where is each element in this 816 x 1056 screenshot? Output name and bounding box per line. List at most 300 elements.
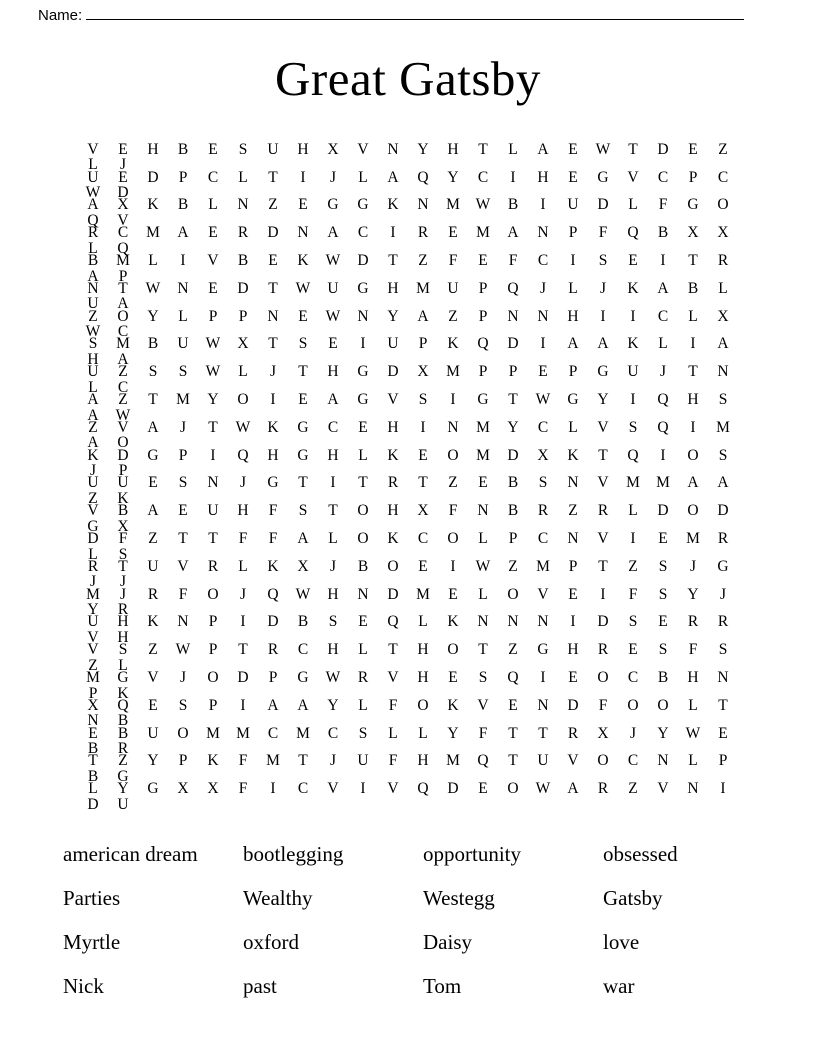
grid-cell[interactable]: G — [147, 780, 159, 798]
grid-cell[interactable]: T — [628, 140, 638, 158]
grid-cell[interactable]: E — [568, 585, 578, 603]
grid-cell[interactable]: U — [147, 557, 159, 575]
grid-cell[interactable]: Z — [568, 502, 578, 520]
grid-cell[interactable]: W — [85, 184, 101, 202]
grid-cell[interactable]: X — [327, 140, 339, 158]
grid-cell[interactable]: K — [117, 489, 129, 507]
grid-cell[interactable]: B — [117, 712, 129, 730]
grid-cell[interactable]: H — [387, 279, 399, 297]
grid-cell[interactable]: T — [328, 502, 338, 520]
grid-cell[interactable]: H — [237, 502, 249, 520]
grid-cell[interactable]: M — [536, 557, 550, 575]
grid-cell[interactable]: E — [268, 252, 278, 270]
grid-cell[interactable]: M — [416, 585, 430, 603]
grid-cell[interactable]: M — [116, 252, 130, 270]
grid-cell[interactable]: V — [387, 780, 399, 798]
grid-cell[interactable]: R — [717, 252, 729, 270]
grid-cell[interactable]: W — [205, 335, 221, 353]
grid-cell[interactable]: T — [478, 641, 488, 659]
grid-cell[interactable]: P — [718, 752, 728, 770]
grid-cell[interactable]: F — [268, 502, 278, 520]
grid-cell[interactable]: C — [537, 530, 549, 548]
grid-cell[interactable]: Z — [448, 474, 458, 492]
grid-cell[interactable]: C — [297, 641, 309, 659]
grid-cell[interactable]: E — [478, 780, 488, 798]
grid-cell[interactable]: O — [177, 724, 189, 742]
grid-cell[interactable]: K — [627, 279, 639, 297]
grid-cell[interactable]: U — [87, 474, 99, 492]
grid-cell[interactable]: A — [387, 168, 399, 186]
grid-cell[interactable]: P — [478, 363, 488, 381]
grid-cell[interactable]: A — [717, 474, 729, 492]
grid-cell[interactable]: O — [417, 696, 429, 714]
grid-cell[interactable]: N — [477, 502, 489, 520]
grid-cell[interactable]: B — [177, 196, 189, 214]
grid-cell[interactable]: W — [535, 780, 551, 798]
grid-cell[interactable]: C — [357, 224, 369, 242]
grid-cell[interactable]: Y — [387, 307, 399, 325]
grid-cell[interactable]: X — [297, 557, 309, 575]
grid-cell[interactable]: S — [718, 391, 728, 409]
grid-cell[interactable]: E — [658, 530, 668, 548]
grid-cell[interactable]: B — [657, 224, 669, 242]
grid-cell[interactable]: Q — [507, 669, 519, 687]
grid-cell[interactable]: H — [687, 391, 699, 409]
word-list-item[interactable]: Westegg — [423, 886, 495, 911]
grid-cell[interactable]: V — [87, 641, 99, 659]
grid-cell[interactable]: C — [627, 669, 639, 687]
grid-cell[interactable]: R — [417, 224, 429, 242]
grid-cell[interactable]: V — [117, 211, 129, 229]
grid-cell[interactable]: W — [295, 279, 311, 297]
grid-cell[interactable]: V — [477, 696, 489, 714]
grid-cell[interactable]: C — [117, 224, 129, 242]
grid-cell[interactable]: N — [537, 224, 549, 242]
grid-cell[interactable]: I — [270, 780, 276, 798]
grid-cell[interactable]: E — [718, 724, 728, 742]
grid-cell[interactable]: V — [657, 780, 669, 798]
grid-cell[interactable]: W — [325, 252, 341, 270]
grid-cell[interactable]: I — [270, 391, 276, 409]
grid-cell[interactable]: V — [567, 752, 579, 770]
grid-cell[interactable]: C — [417, 530, 429, 548]
grid-cell[interactable]: A — [327, 224, 339, 242]
grid-cell[interactable]: W — [235, 418, 251, 436]
grid-cell[interactable]: T — [538, 724, 548, 742]
grid-cell[interactable]: I — [540, 196, 546, 214]
grid-cell[interactable]: V — [117, 418, 129, 436]
grid-cell[interactable]: H — [327, 641, 339, 659]
grid-cell[interactable]: N — [717, 363, 729, 381]
grid-cell[interactable]: P — [208, 641, 218, 659]
grid-cell[interactable]: T — [178, 530, 188, 548]
grid-cell[interactable]: T — [268, 168, 278, 186]
grid-cell[interactable]: I — [720, 780, 726, 798]
grid-cell[interactable]: M — [116, 335, 130, 353]
grid-cell[interactable]: E — [688, 140, 698, 158]
grid-cell[interactable]: T — [88, 752, 98, 770]
grid-cell[interactable]: F — [238, 780, 248, 798]
grid-cell[interactable]: G — [477, 391, 489, 409]
grid-cell[interactable]: O — [717, 196, 729, 214]
grid-cell[interactable]: T — [298, 363, 308, 381]
grid-cell[interactable]: F — [688, 641, 698, 659]
grid-cell[interactable]: T — [268, 279, 278, 297]
grid-cell[interactable]: D — [237, 279, 249, 297]
grid-cell[interactable]: L — [478, 585, 488, 603]
grid-cell[interactable]: F — [118, 530, 128, 548]
grid-cell[interactable]: J — [599, 279, 607, 297]
grid-cell[interactable]: D — [357, 252, 369, 270]
grid-cell[interactable]: R — [717, 613, 729, 631]
grid-cell[interactable]: E — [418, 446, 428, 464]
grid-cell[interactable]: E — [448, 669, 458, 687]
grid-cell[interactable]: K — [447, 696, 459, 714]
grid-cell[interactable]: Z — [88, 307, 98, 325]
grid-cell[interactable]: M — [86, 669, 100, 687]
grid-cell[interactable]: L — [688, 307, 698, 325]
grid-cell[interactable]: E — [148, 474, 158, 492]
grid-cell[interactable]: R — [117, 601, 129, 619]
grid-cell[interactable]: E — [628, 252, 638, 270]
grid-cell[interactable]: O — [687, 502, 699, 520]
grid-cell[interactable]: D — [267, 613, 279, 631]
grid-cell[interactable]: N — [657, 752, 669, 770]
grid-cell[interactable]: G — [147, 446, 159, 464]
grid-cell[interactable]: E — [148, 696, 158, 714]
grid-cell[interactable]: R — [717, 530, 729, 548]
grid-cell[interactable]: U — [177, 335, 189, 353]
grid-cell[interactable]: Q — [117, 696, 129, 714]
grid-cell[interactable]: K — [297, 252, 309, 270]
grid-cell[interactable]: P — [418, 335, 428, 353]
grid-cell[interactable]: X — [177, 780, 189, 798]
grid-cell[interactable]: U — [627, 363, 639, 381]
grid-cell[interactable]: V — [597, 530, 609, 548]
grid-cell[interactable]: Y — [207, 391, 219, 409]
grid-cell[interactable]: F — [628, 585, 638, 603]
grid-cell[interactable]: C — [327, 724, 339, 742]
grid-cell[interactable]: Q — [267, 585, 279, 603]
word-list-item[interactable]: obsessed — [603, 842, 678, 867]
word-list-item[interactable]: Gatsby — [603, 886, 663, 911]
grid-cell[interactable]: P — [568, 224, 578, 242]
grid-cell[interactable]: U — [447, 279, 459, 297]
grid-cell[interactable]: Z — [118, 752, 128, 770]
grid-cell[interactable]: N — [417, 196, 429, 214]
grid-cell[interactable]: U — [147, 724, 159, 742]
grid-cell[interactable]: G — [297, 446, 309, 464]
grid-cell[interactable]: L — [238, 557, 248, 575]
grid-cell[interactable]: Z — [718, 140, 728, 158]
grid-cell[interactable]: V — [627, 168, 639, 186]
grid-cell[interactable]: M — [446, 363, 460, 381]
grid-cell[interactable]: F — [178, 585, 188, 603]
grid-cell[interactable]: L — [88, 378, 98, 396]
grid-cell[interactable]: Z — [88, 489, 98, 507]
grid-cell[interactable]: S — [628, 418, 638, 436]
grid-cell[interactable]: H — [567, 641, 579, 659]
grid-cell[interactable]: E — [298, 307, 308, 325]
grid-cell[interactable]: G — [357, 391, 369, 409]
grid-cell[interactable]: A — [87, 434, 99, 452]
grid-cell[interactable]: V — [327, 780, 339, 798]
grid-cell[interactable]: L — [358, 168, 368, 186]
grid-cell[interactable]: L — [238, 168, 248, 186]
grid-cell[interactable]: M — [446, 196, 460, 214]
grid-cell[interactable]: C — [657, 168, 669, 186]
grid-cell[interactable]: L — [418, 613, 428, 631]
grid-cell[interactable]: P — [568, 557, 578, 575]
grid-cell[interactable]: S — [148, 363, 158, 381]
grid-cell[interactable]: L — [718, 279, 728, 297]
grid-cell[interactable]: A — [267, 696, 279, 714]
grid-cell[interactable]: E — [298, 196, 308, 214]
grid-cell[interactable]: B — [87, 740, 99, 758]
grid-cell[interactable]: L — [568, 418, 578, 436]
grid-cell[interactable]: A — [117, 295, 129, 313]
grid-cell[interactable]: K — [387, 530, 399, 548]
grid-cell[interactable]: N — [267, 307, 279, 325]
grid-cell[interactable]: T — [388, 641, 398, 659]
grid-cell[interactable]: E — [208, 224, 218, 242]
grid-cell[interactable]: F — [598, 696, 608, 714]
grid-cell[interactable]: S — [718, 446, 728, 464]
grid-cell[interactable]: H — [327, 363, 339, 381]
grid-cell[interactable]: A — [597, 335, 609, 353]
grid-cell[interactable]: S — [88, 335, 98, 353]
grid-cell[interactable]: J — [239, 585, 247, 603]
grid-cell[interactable]: P — [118, 267, 128, 285]
grid-cell[interactable]: C — [267, 724, 279, 742]
grid-cell[interactable]: E — [358, 418, 368, 436]
grid-cell[interactable]: U — [117, 795, 129, 813]
grid-cell[interactable]: T — [598, 557, 608, 575]
grid-cell[interactable]: A — [327, 391, 339, 409]
grid-cell[interactable]: H — [387, 502, 399, 520]
grid-cell[interactable]: W — [145, 279, 161, 297]
grid-cell[interactable]: C — [477, 168, 489, 186]
grid-cell[interactable]: T — [238, 641, 248, 659]
grid-cell[interactable]: M — [626, 474, 640, 492]
grid-cell[interactable]: X — [597, 724, 609, 742]
grid-cell[interactable]: A — [567, 335, 579, 353]
grid-cell[interactable]: C — [537, 252, 549, 270]
grid-cell[interactable]: D — [507, 446, 519, 464]
grid-cell[interactable]: E — [298, 391, 308, 409]
grid-cell[interactable]: I — [570, 252, 576, 270]
grid-cell[interactable]: M — [296, 724, 310, 742]
grid-cell[interactable]: L — [358, 446, 368, 464]
grid-cell[interactable]: I — [510, 168, 516, 186]
grid-cell[interactable]: L — [478, 530, 488, 548]
grid-cell[interactable]: G — [687, 196, 699, 214]
grid-cell[interactable]: A — [87, 406, 99, 424]
grid-cell[interactable]: D — [597, 196, 609, 214]
grid-cell[interactable]: S — [658, 557, 668, 575]
grid-cell[interactable]: B — [117, 724, 129, 742]
grid-cell[interactable]: R — [597, 780, 609, 798]
word-list-item[interactable]: past — [243, 974, 277, 999]
grid-cell[interactable]: F — [388, 696, 398, 714]
grid-cell[interactable]: G — [297, 669, 309, 687]
grid-cell[interactable]: E — [508, 696, 518, 714]
grid-cell[interactable]: L — [328, 530, 338, 548]
grid-cell[interactable]: B — [657, 669, 669, 687]
grid-cell[interactable]: N — [87, 712, 99, 730]
grid-cell[interactable]: S — [328, 613, 338, 631]
grid-cell[interactable]: O — [597, 752, 609, 770]
grid-cell[interactable]: D — [267, 224, 279, 242]
grid-cell[interactable]: D — [597, 613, 609, 631]
grid-cell[interactable]: E — [418, 557, 428, 575]
grid-cell[interactable]: E — [178, 502, 188, 520]
grid-cell[interactable]: U — [387, 335, 399, 353]
grid-cell[interactable]: A — [417, 307, 429, 325]
grid-cell[interactable]: M — [86, 585, 100, 603]
grid-cell[interactable]: Z — [118, 363, 128, 381]
grid-cell[interactable]: Y — [147, 752, 159, 770]
grid-cell[interactable]: M — [416, 279, 430, 297]
grid-cell[interactable]: T — [598, 446, 608, 464]
word-list-item[interactable]: Nick — [63, 974, 104, 999]
grid-cell[interactable]: S — [538, 474, 548, 492]
grid-cell[interactable]: P — [118, 462, 128, 480]
grid-cell[interactable]: J — [269, 363, 277, 381]
grid-cell[interactable]: W — [115, 406, 131, 424]
grid-cell[interactable]: U — [87, 295, 99, 313]
grid-cell[interactable]: Q — [387, 613, 399, 631]
grid-cell[interactable]: M — [236, 724, 250, 742]
grid-cell[interactable]: A — [567, 780, 579, 798]
grid-cell[interactable]: M — [656, 474, 670, 492]
grid-cell[interactable]: P — [178, 752, 188, 770]
grid-cell[interactable]: G — [357, 279, 369, 297]
grid-cell[interactable]: Z — [628, 780, 638, 798]
grid-cell[interactable]: O — [687, 446, 699, 464]
grid-cell[interactable]: Z — [418, 252, 428, 270]
grid-cell[interactable]: T — [358, 474, 368, 492]
grid-cell[interactable]: L — [148, 252, 158, 270]
grid-cell[interactable]: G — [117, 669, 129, 687]
grid-cell[interactable]: C — [327, 418, 339, 436]
grid-cell[interactable]: E — [568, 140, 578, 158]
grid-cell[interactable]: S — [118, 641, 128, 659]
word-list-item[interactable]: Myrtle — [63, 930, 121, 955]
grid-cell[interactable]: L — [208, 196, 218, 214]
grid-cell[interactable]: A — [177, 224, 189, 242]
grid-cell[interactable]: S — [178, 363, 188, 381]
grid-cell[interactable]: D — [447, 780, 459, 798]
grid-cell[interactable]: E — [88, 724, 98, 742]
grid-cell[interactable]: B — [297, 613, 309, 631]
grid-cell[interactable]: E — [568, 669, 578, 687]
word-list-item[interactable]: Tom — [423, 974, 462, 999]
grid-cell[interactable]: O — [597, 669, 609, 687]
grid-cell[interactable]: E — [448, 224, 458, 242]
grid-cell[interactable]: H — [297, 140, 309, 158]
grid-cell[interactable]: A — [297, 696, 309, 714]
grid-cell[interactable]: I — [630, 391, 636, 409]
grid-cell[interactable]: L — [358, 641, 368, 659]
grid-cell[interactable]: I — [210, 446, 216, 464]
grid-cell[interactable]: K — [207, 752, 219, 770]
grid-cell[interactable]: D — [87, 795, 99, 813]
grid-cell[interactable]: E — [538, 363, 548, 381]
grid-cell[interactable]: W — [685, 724, 701, 742]
grid-cell[interactable]: Y — [147, 307, 159, 325]
grid-cell[interactable]: W — [175, 641, 191, 659]
grid-cell[interactable]: N — [537, 307, 549, 325]
grid-cell[interactable]: U — [87, 363, 99, 381]
grid-cell[interactable]: Q — [477, 335, 489, 353]
grid-cell[interactable]: U — [117, 474, 129, 492]
grid-cell[interactable]: Z — [118, 391, 128, 409]
grid-cell[interactable]: T — [478, 140, 488, 158]
grid-cell[interactable]: K — [87, 446, 99, 464]
grid-cell[interactable]: B — [147, 335, 159, 353]
grid-cell[interactable]: Q — [657, 391, 669, 409]
grid-cell[interactable]: D — [567, 696, 579, 714]
grid-cell[interactable]: J — [119, 156, 127, 174]
grid-cell[interactable]: O — [447, 446, 459, 464]
grid-cell[interactable]: B — [87, 767, 99, 785]
grid-cell[interactable]: F — [238, 752, 248, 770]
grid-cell[interactable]: E — [328, 335, 338, 353]
grid-cell[interactable]: O — [507, 585, 519, 603]
grid-cell[interactable]: F — [388, 752, 398, 770]
grid-cell[interactable]: A — [87, 267, 99, 285]
grid-cell[interactable]: H — [327, 585, 339, 603]
grid-cell[interactable]: L — [118, 656, 128, 674]
grid-cell[interactable]: U — [87, 613, 99, 631]
word-list-item[interactable]: Wealthy — [243, 886, 313, 911]
grid-cell[interactable]: L — [418, 724, 428, 742]
grid-cell[interactable]: P — [208, 613, 218, 631]
grid-cell[interactable]: M — [266, 752, 280, 770]
grid-cell[interactable]: M — [476, 224, 490, 242]
grid-cell[interactable]: V — [387, 669, 399, 687]
grid-cell[interactable]: N — [567, 474, 579, 492]
grid-cell[interactable]: T — [118, 557, 128, 575]
grid-cell[interactable]: W — [475, 557, 491, 575]
grid-cell[interactable]: F — [268, 530, 278, 548]
grid-cell[interactable]: T — [298, 474, 308, 492]
grid-cell[interactable]: L — [688, 696, 698, 714]
grid-cell[interactable]: Q — [477, 752, 489, 770]
grid-cell[interactable]: I — [630, 307, 636, 325]
grid-cell[interactable]: S — [118, 545, 128, 563]
grid-cell[interactable]: N — [507, 613, 519, 631]
grid-cell[interactable]: O — [447, 530, 459, 548]
grid-cell[interactable]: C — [117, 323, 129, 341]
grid-cell[interactable]: T — [208, 530, 218, 548]
grid-cell[interactable]: Z — [508, 557, 518, 575]
grid-cell[interactable]: L — [88, 545, 98, 563]
word-list-item[interactable]: Daisy — [423, 930, 472, 955]
grid-cell[interactable]: D — [507, 335, 519, 353]
grid-cell[interactable]: E — [118, 168, 128, 186]
grid-cell[interactable]: O — [657, 696, 669, 714]
grid-cell[interactable]: D — [147, 168, 159, 186]
grid-cell[interactable]: E — [208, 140, 218, 158]
grid-cell[interactable]: Q — [237, 446, 249, 464]
grid-cell[interactable]: J — [689, 557, 697, 575]
grid-cell[interactable]: T — [148, 391, 158, 409]
grid-cell[interactable]: E — [478, 252, 488, 270]
grid-cell[interactable]: F — [598, 224, 608, 242]
grid-cell[interactable]: J — [539, 279, 547, 297]
